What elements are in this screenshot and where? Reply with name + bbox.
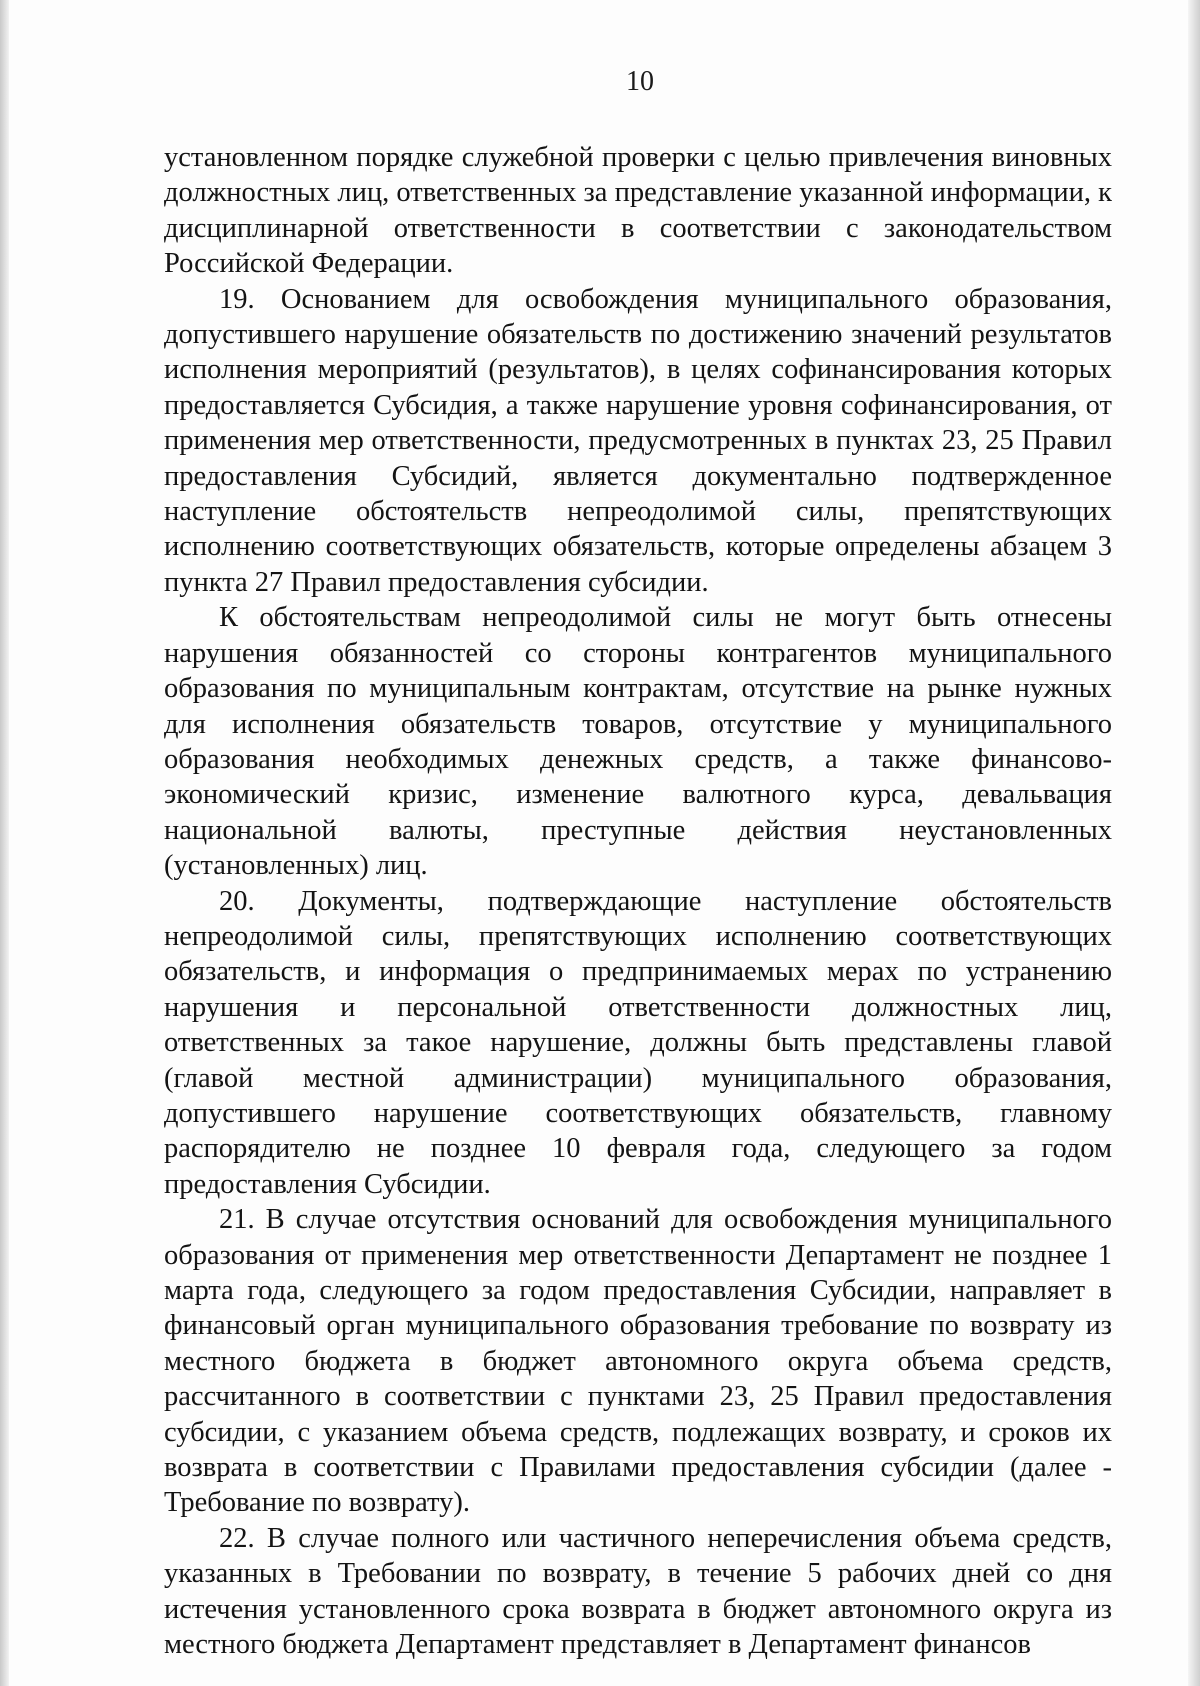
paragraph-continuation: установленном порядке служебной проверки с целью привлечения виновных должностных лиц, ответственных за представление указанной информации, к дисциплинарной ответственности в соответствии с законодательством Российской Федерации. <box>164 142 1112 280</box>
paragraph-force-majeure: К обстоятельствам непреодолимой силы не могут быть отнесены нарушения обязанностей со стороны контрагентов муниципального образования по муниципальным контрактам, отсутствие на рынке нужных для исполнения обязательств товаров, отсутствие у муниципального образования необходимых денежных средств, а также финансово-экономический кризис, изменение валютного курса, девальвация национальной валюты, преступные действия неустановленных (установленных) лиц. <box>164 602 1112 882</box>
paragraph-item-20: 20. Документы, подтверждающие наступление обстоятельств непреодолимой силы, препятствующих исполнению соответствующих обязательств, и информация о предпринимаемых мерах по устранению нарушения и персональной ответственности должностных лиц, ответственных за такое нарушение, должны быть представлены главой (главой местной администрации) муниципального образования, допустившего нарушение соответствующих обязательств, главному распорядителю не позднее 10 февраля года, следующего за годом предоставления Субсидии. <box>164 885 1112 1200</box>
paragraph-item-22: 22. В случае полного или частичного неперечисления объема средств, указанных в Требовании по возврату, в течение 5 рабочих дней со дня истечения установленного срока возврата в бюджет автономного округа из местного бюджета Департамент представляет в Департамент финансов <box>164 1522 1112 1661</box>
document-body <box>164 140 1112 1662</box>
paragraph-item-21: 21. В случае отсутствия оснований для освобождения муниципального образования от применения мер ответственности Департамент не позднее 1 марта года, следующего за годом предоставления Субсидии, направляет в финансовый орган муниципального образования требование по возврату из местного бюджета в бюджет автономного округа объема средств, рассчитанного в соответствии с пунктами 23, 25 Правил предоставления субсидии, с указанием объема средств, подлежащих возврату, и сроков их возврата в соответствии с Правилами предоставления субсидии (далее - Требование по возврату). <box>164 1204 1112 1519</box>
scan-edge-right <box>1188 0 1200 1686</box>
scan-edge-left <box>0 0 9 1686</box>
page-number: 10 <box>626 66 654 97</box>
paragraph-item-19: 19. Основанием для освобождения муниципального образования, допустившего нарушение обязательств по достижению значений результатов исполнения мероприятий (результатов), в целях софинансирования которых предоставляется Субсидия, а также нарушение уровня софинансирования, от применения мер ответственности, предусмотренных в пунктах 23, 25 Правил предоставления Субсидий, является документально подтвержденное наступление обстоятельств непреодолимой силы, препятствующих исполнению соответствующих обязательств, которые определены абзацем 3 пункта 27 Правил предоставления субсидии. <box>164 283 1112 598</box>
